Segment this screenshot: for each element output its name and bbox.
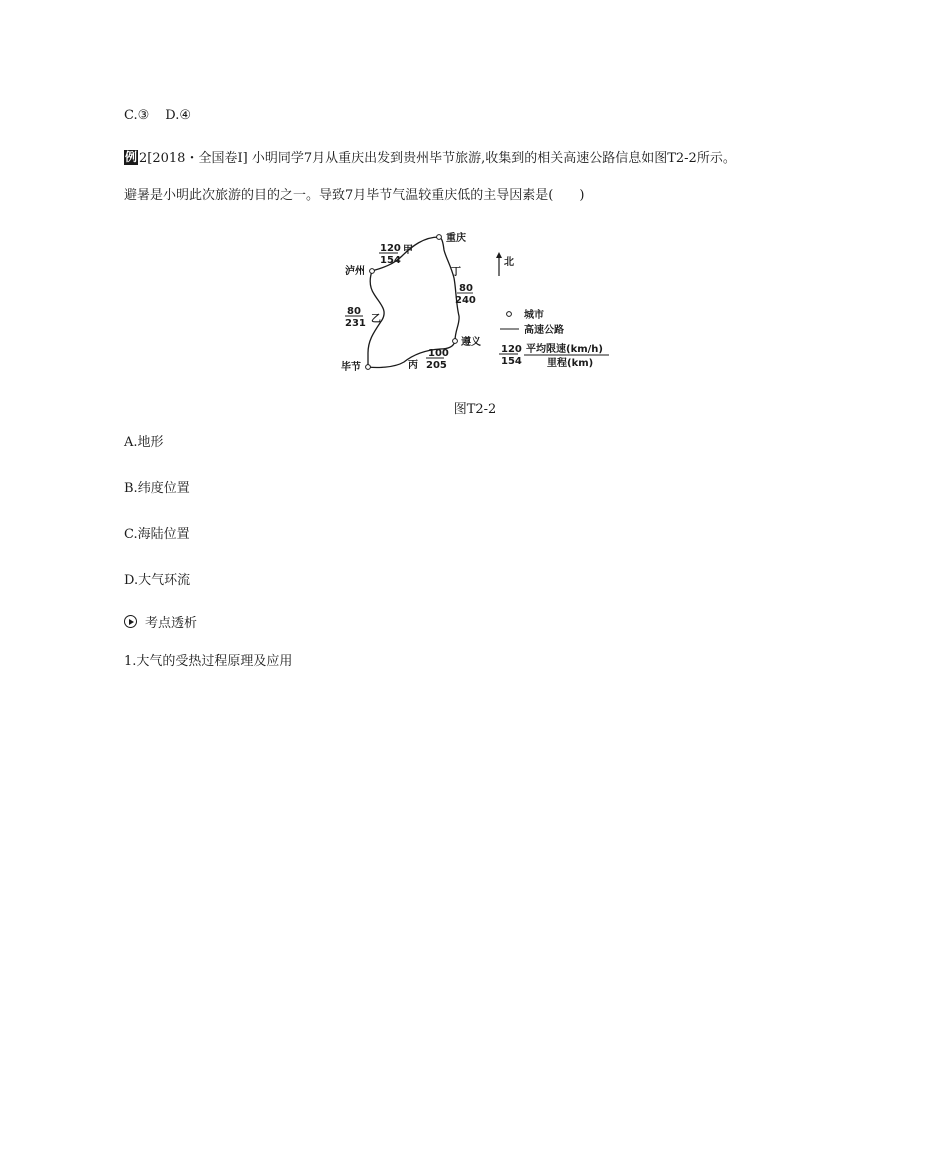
segment-ding-distance: 240 xyxy=(455,295,476,306)
segment-bing-distance: 205 xyxy=(426,360,447,371)
section-title: 考点透析 xyxy=(145,616,198,631)
highway-map-figure xyxy=(336,228,616,376)
legend-highway-label: 高速公路 xyxy=(524,325,564,336)
option-d[interactable] xyxy=(124,572,190,590)
question-stem-line2 xyxy=(124,187,584,205)
option-b-text: 纬度位置 xyxy=(137,481,190,496)
example-badge: 例 xyxy=(125,150,138,164)
segment-jia-label: 甲 xyxy=(403,245,413,256)
highway-map xyxy=(336,228,616,376)
legend-example-distance: 154 xyxy=(501,356,522,367)
north-arrow-icon xyxy=(496,252,502,276)
segment-ding-speed: 80 xyxy=(459,283,473,294)
question-stem-line1 xyxy=(124,150,736,168)
segment-ding-label: 丁 xyxy=(451,267,461,278)
option-d-prev: D.④ xyxy=(165,108,192,123)
city-label-luzhou: 泸州 xyxy=(345,266,365,277)
option-a-letter: A. xyxy=(124,435,138,450)
option-c[interactable] xyxy=(124,526,190,544)
legend-example-speed: 120 xyxy=(501,344,522,355)
legend-speed-label: 平均限速(km/h) xyxy=(526,344,603,355)
option-a-text: 地形 xyxy=(137,435,164,450)
option-b-letter: B. xyxy=(124,481,138,496)
option-d-letter: D. xyxy=(124,573,139,588)
segment-bing-label: 丙 xyxy=(408,360,418,371)
option-d-text: 大气环流 xyxy=(138,573,191,588)
option-c-letter: C. xyxy=(124,527,138,542)
question-text-line2: 避暑是小明此次旅游的目的之一。导致7月毕节气温较重庆低的主导因素是( ) xyxy=(124,188,585,203)
city-marker-bijie xyxy=(366,365,371,370)
previous-options-line xyxy=(124,107,191,125)
city-marker-luzhou xyxy=(370,269,375,274)
section-item-1-text: 1.大气的受热过程原理及应用 xyxy=(124,654,293,669)
legend-distance-label: 里程(km) xyxy=(547,358,594,369)
question-source: [2018・全国卷Ⅰ] xyxy=(147,151,248,166)
option-c-prev: C.③ xyxy=(124,108,150,123)
play-circle-icon xyxy=(124,615,137,628)
question-text-line1: 小明同学7月从重庆出发到贵州毕节旅游,收集到的相关高速公路信息如图T2-2所示。 xyxy=(251,151,736,166)
segment-jia-distance: 154 xyxy=(380,255,401,266)
city-label-chongqing: 重庆 xyxy=(446,233,466,244)
question-number: 2 xyxy=(139,151,148,166)
section-item-1 xyxy=(124,653,292,671)
city-label-bijie: 毕节 xyxy=(341,362,361,373)
city-marker-chongqing xyxy=(437,235,442,240)
city-marker-zunyi xyxy=(453,339,458,344)
section-heading xyxy=(124,615,197,633)
segment-yi-label: 乙 xyxy=(371,314,381,325)
legend-city-icon xyxy=(507,312,512,317)
segment-yi-speed: 80 xyxy=(347,306,361,317)
figure-caption: 图T2-2 xyxy=(453,402,497,417)
north-label: 北 xyxy=(504,257,514,268)
city-label-zunyi: 遵义 xyxy=(461,337,481,348)
segment-jia-speed: 120 xyxy=(380,243,401,254)
option-a[interactable] xyxy=(124,434,164,452)
option-b[interactable] xyxy=(124,480,190,498)
segment-yi-distance: 231 xyxy=(345,318,366,329)
legend-city-label: 城市 xyxy=(524,310,544,321)
option-c-text: 海陆位置 xyxy=(137,527,190,542)
segment-bing-speed: 100 xyxy=(428,348,449,359)
